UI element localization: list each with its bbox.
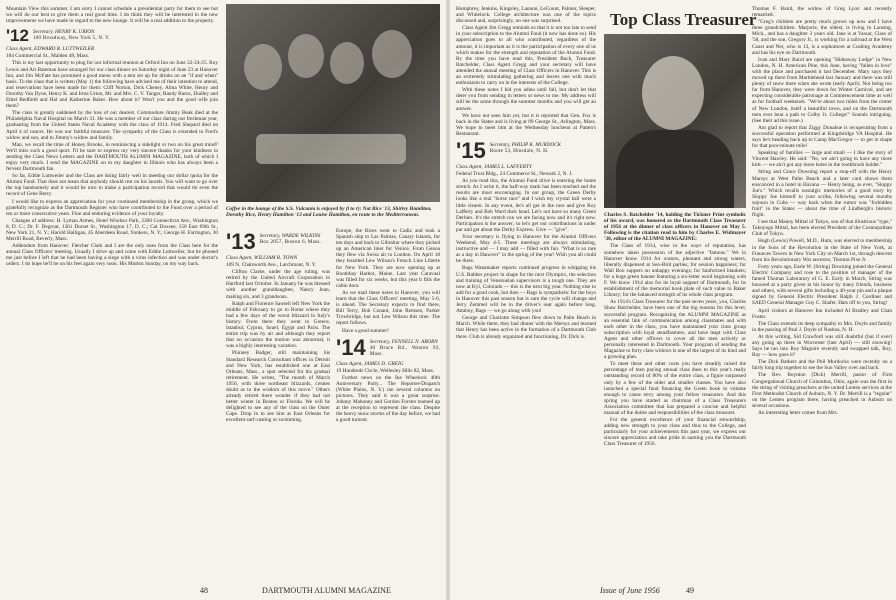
paragraph: So far, Eddie Luttweiler and the Class are doing fairly well in meeting our dollar quota for the Alumni Fund. That does not mean that anybody should rest on his laurels. You will want to go over the top handsomely and it would be nice to make a participation record that would tie even the record of Gene Berry. — [6, 173, 218, 198]
intro-paragraph: Mountain View this summer. I am sorry I cannot schedule a presidential party for them to see but we will do our best to give them a real good time. I do think they will be interested in the new improvements we have made in regard to the new lounge. It will be a real addition to the property. — [6, 6, 218, 25]
class-15-agent-address: Federal Trust Bldg., 24 Commerce St., Newark 2, N. J. — [456, 171, 573, 178]
paragraph: Bags Wanamaker reports continued progress in whipping his U.S. Rubber project in shape for the next Olympics, the selection and training of Venezuelan supervisors is a tough one. They are now at Kyl, Colorado — this is the next big year. Nothing else to add for a good cook, but then — Bags is sympathetic for the boys in Hanover this past season but is sure the cycle will change and Jerry Zemmel will be in the driver's seat again before long. Attaboy, Bags — we go along with you! — [456, 265, 596, 315]
class-14-agent: Class Agent, JAMES D. GREIG — [336, 360, 404, 367]
paragraph: Humphrey, Jenkins, Kingsley, Lannon, LeCount, Palmer, Sleeper, and Whitelock. College architecture was one of the topics discussed and, surprisingly, no one was surprised. — [456, 6, 596, 25]
paragraph: The Class extends its deep sympathy to Mrs. Doyle and family in the passing of Paul J. Doyle of Nashua, N. H. — [752, 320, 892, 333]
class-12-address: 100 Broadway, New York 5, N. Y. — [32, 35, 110, 42]
paragraph: Forty years ago, Earle W. (String) Downing joined the General Electric Company and rose to the position of manager of the famed Thomas Laboratory of G. E. Early in March, String was honored at a party given in his honor by many friends, business and others, with several gifts including a 40-year pin and a plaque signed by General Electric President Ralph J. Cordiner and SAED General Manager Guy C. Shafer. Hats off to you, String! — [752, 263, 892, 307]
paragraph: The class is greatly saddened by the loss of our dearest. Commodore Jimmy Beak died at the Philadelphia Naval Hospital on March 31. He was a member of our class during our freshman year, graduating from the United States Naval Academy with the class of 1914. Fred Shepard died on April 4 of cancer. He was our faithful treasurer. The sympathy of the Class is extended to Fred's widow and son, and to Jimmy's widow and family. — [6, 110, 218, 141]
class-14-secretary: Secretary, FENNELL N. ABORN — [369, 338, 438, 345]
paragraph: For the general excellence of your financial stewardship, adding new strength to your class and thus to the College, and particularly for your achievements this past year, we express our sincere appreciation and take pride in naming you the Dartmouth Class Treasurer of 1956. — [604, 417, 746, 448]
left-magazine-title: DARTMOUTH ALUMNI MAGAZINE — [262, 586, 391, 595]
class-12-header — [6, 27, 218, 44]
class-15-number: '15 — [456, 137, 486, 163]
paragraph: Hugh (Lewis) Powell, M.D., Hum, was elected to membership in the Sons of the Revolution in the State of New York, at Fraunces Tavern in New York City on March 1st, through descent from his Revolutionary War ancestor, Thomas Pixe Jr. — [752, 238, 892, 263]
class-15-secretary: Secretary, PHILIP K. MURDOCK — [489, 141, 562, 148]
class-13-address: Box 2057, Boston 6, Mass. — [259, 239, 322, 245]
left-page-number: 48 — [200, 586, 208, 595]
paragraph: This is my last opportunity to plug for our informal reunion at Orford Inn on June 22-24-25. Roy Lewis and Art Bateman have arranged for our class dinner on Saturday night of June 23 at Hanover Inn, and Jim McFate has promised a good menu with a tent set up for drinks on an "if and when" basis. To the class that is written (May 1) the following have advised me of their intention to attend, and reservations have been made for them: Cliff Norton, Dick Cheney, Alma White, Henry and Dorothy Van Dyne, Henry K. and Irma Urion, Mr. and Mrs. C. V. Tanger, Randy Burns, Dudley and Ethel Redfield and Hal and Katherine Baker. How about it? Won't you and the good wife join them? — [6, 60, 218, 110]
paragraph: Speaking of families — large and small — I like the story of Vincent Hawley. He said: "No, we ain't going to have any more kids — we ain't got any more holes in the toothbrush holder." — [752, 150, 892, 169]
paragraph: The Dick Bathers and the Phil Murdocks were recently on a fairly long trip together to see the Sun Valley over and back. — [752, 359, 892, 372]
paragraph: Have a good summer! — [342, 327, 389, 334]
paragraph: The Rev. Boynton (Dick) Merrill, pastor of First Congregational Church of Columbus, Ohio, again was the first in the string of visiting preachers at the united Lenten services at the First Methodist Church of Auburn, N. Y. Dr. Merrill is a "regular" on the Lenten program there, having preached in Auburn on several occasions. — [752, 372, 892, 409]
paragraph: As you read this, the Alumni Fund drive is entering the home stretch. As I write it, the half-way mark has been reached and the results are most encouraging. In our group, the Green Derby looks like a real "horse race" and I wish my crystal ball were a little clearer. In any event, let's all get in the race and give Roy Lafferty and Bob Ward their head. Let's not have so many Green Derbies. It's the stretch run we are facing now and it's right now. Participation is the answer, so let's get our contributions in under par and get about the Derby Express. Give — "give". — [456, 178, 596, 233]
table-shape — [256, 134, 406, 164]
class-14-header — [336, 334, 440, 360]
class-12-agent: Class Agent, EDWARD R. LUTTWEILER — [6, 46, 95, 53]
paragraph: Europe, the Rices went to Cadiz and took a Spanish ship to Las Palmas, Canary Islands, for ten days and back to Gibraltar where they picked up an American liner for Venice. From Genoa they flew via Swiss air to London. On April 18 they boarded Lew Wilson's French Line Liberte for New York. They are now opening up at Boothbay Harbor, Maine. Last year Caravaal was filled for six weeks, but this year it fills the cabin door. — [336, 228, 440, 289]
left-column-2 — [226, 228, 330, 578]
class-15-agent: Class Agent, JAMES L. LAFFERTY — [456, 163, 532, 170]
class-13-agent-address: 109 N. Chatsworth Ave., Larchmont, N. Y. — [226, 262, 317, 269]
paragraph: The Class of 1914, wise in the ways of reputation, has somehow taken possession of the adjective "famous." We in Hanover know 1914 for orators, pleasant and strong waters, liberally dispensed at Soo-Bird parties; for session happiness; for Wall Boo suppers on unhappy evenings; for Sanforized blankets; for a huge green banner featuring a six-letter word beginning with F. We know 1914 also for its loyal support of Dartmouth, for its establishment of the memorial book plate of such value to Baker Library; for the balanced strength of its whole class program. — [604, 243, 746, 299]
class-13-header — [226, 231, 330, 253]
person-shape — [330, 42, 364, 84]
cruise-photo — [226, 4, 440, 202]
portrait-body-shape — [616, 130, 734, 208]
person-shape — [372, 30, 412, 78]
right-column-3 — [752, 6, 892, 586]
feature-caption: Charles S. Batchelder '14, holding the Tickner Print symbolic of his award, was honored as the Dartmouth Class Treasurer of 1956 at the dinner of class officers in Hanover on May 5. Following is the citation read to him by Charles E. Widmayer '30, editor of the ALUMNI MAGAZINE: — [604, 212, 746, 243]
right-issue-label: Issue of June 1956 — [600, 586, 660, 595]
portrait-head-shape — [642, 56, 704, 130]
paragraph: Your secretary is flying to Hanover for the Alumni Officers Weekend, May 4-5. These meetings are always stimulating, instructive and — I may add — filled with fun. "What is so rare as a day in Hanover" in the spring of the year! Wish you all could be there. — [456, 234, 596, 265]
paragraph: Addendum from Hanover: Fletcher Clark and I are the only ones from the Class here for the annual Class Officers' meeting. Usually I drive up and come with Eddie Luttweiler, but he phoned me just before I left that he had been having a siege with a virus infection and was under doctor's orders. I do hope he'll be on his feet again very soon. His Mutton Sunday, on my way back. — [6, 243, 218, 268]
person-shape — [244, 44, 282, 90]
paragraph: With these notes I bid you adieu until fall, but don't let that deter you from sending in letters or news to me. My address will still be the same through the summer months and you will get an answer. — [456, 87, 596, 112]
right-page — [450, 0, 896, 600]
paragraph: As we mail these notes to Hanover, you will learn that the Class Officers' meeting, May 5-6, is ahead. The Secretary expects to find there, Bill Terry, Bob Conant, John Remsen, Parker Trowbridge, but not Lew Wilson this time. The report follows. — [336, 289, 440, 327]
paragraph: Man, we recall the time of Honey Brooks, in reminiscing a sidelight or two on his great mind? We'll miss such a good sport. I'll be sure to express my very sincere thanks for your kindness in sending the Class News Letters and the DARTMOUTH ALUMNI MAGAZINE, both of which I enjoy very much. I send the MAGAZINE on to my daughter in Illinois who has always been a fervent Dartmouth fan. — [6, 141, 218, 173]
right-column-1 — [456, 6, 596, 586]
paragraph: To meet these and other costs you have steadily raised the percentage of men paying annual class dues to this year's really outstanding record of 80% of the entire class, a figure surpassed only by a few of the older and smaller classes. You have also launched a special fund financing the Green book in volume enough to cause envy among your fellow treasurers. And this spring you have started as chairman of a Class Treasurers Association committee that has prepared a concise and helpful manual of the duties and responsibilities of the class treasurer. — [604, 361, 746, 416]
right-column-2 — [604, 212, 746, 580]
class-13-secretary: Secretary, WARDE WILKINS — [259, 233, 321, 239]
left-page — [0, 0, 446, 600]
left-column-3 — [336, 228, 440, 578]
paragraph: Phinney Badger, still maintaining his Standard Research Consultant offices in Detroit and New York, has established one at East Orleans, Mass., a spot selected for his gradual retirement. He writes, "The month of March 1956, with three northeast blizzards, creates doubt as to the wisdom of this move." Others already retired there wonder if they had not better winter in Boston or Florida. We will be delighted to see any of the class on the Outer Cape. Drop in to see him at East Orleans for excellent surf-casting or swimming. — [226, 350, 330, 424]
photo-caption: Coffee in the lounge of the S.S. Vulcania is enjoyed by (l to r): Nat Rice '13, Shirley Hamilton, Dorothy Rice, Henry Hamilton '13 and Louise Hamilton, en route to the Mediterranean. — [226, 206, 432, 218]
class-12-secretary: Secretary, HENRY K. URION — [32, 29, 95, 36]
paragraph: String and Grace Downing report a stop-off with the Henry Marsys at West Palm Beach and a later card shows them ensconced in a hotel in Havana — Henry being, as ever, "Sloppy Joe's." Which recalls nostalgic memories of a good story by Sloppy Joe himself to your scribe, following several months sojourn in Cuba — way back when the rumor was "forbidden fruit" in the States — about the time of Lindbergh's historic flight. — [752, 169, 892, 219]
paragraph: Clifton Clarke, under the age ruling, was retired by the United Aircraft Corporation in Hartford last October. In January he was blessed with another granddaughter, Nancy Jean, making six, and 3 grandsons. — [226, 269, 330, 300]
paragraph: I would like to express an appreciation for your continued membership in the group, which we gratefully recognize as the Dartmouth Register who have contributed to the Fund over a period of ten or more consecutive years. Fine and enduring evidence of your loyalty. — [6, 198, 218, 217]
class-14-address: 40 Bruce Rd., Weston 93, Mass. — [369, 344, 440, 357]
class-12-agent-address: 184 Commercial St., Malden 48, Mass. — [6, 53, 90, 60]
feature-title: Top Class Treasurer — [610, 10, 757, 29]
paragraph: Class Agent Jim Gregg reminds us that it is not too late to send in your subscription to the Alumni Fund (it now has done so). His appreciation goes to all who contributed, regardless of the amount, it is important as it is the participation of every one of us which makes for the strength and reputation of the Alumni Fund. By the time you have read this, President Buck, Treasurer Batchelder, Class Agent Gregg and your secretary will have attended the annual meeting of Class Officers in Hanover. This is an extremely stimulating gathering and leaves one with much enthusiasm to carry on in the interests of the College. — [456, 25, 596, 87]
paragraph: As 1914's Class Treasurer for the past seven years, you, Charles Shaw Batchelder, have been one of the big reasons for this level, successful program. Recognizing the ALUMNI MAGAZINE as an essential link of communication among classmates and with each other in the class, you have maintained your class group subscription with loyal steadfastness, and have leapt with Class Agent and other officers to cover all the men actively or personally interested in Dartmouth. Your program of sending the Magazine to forty class widows is one of the largest of its kind and a growing plan. — [604, 299, 746, 361]
class-12-number: '12 — [6, 26, 29, 46]
paragraph: Changes of address: H. Lyman Armes, Hotel Windsor Park, 2300 Connecticut Ave., Washington 8, D. C.; Dr. F. Degroat, 1361 Dorset St., Washington 17, D. C.; Cal Doxsee, 150 East 69th St., New York 21, N. Y.; Harold Halligan, 45 Aberdeen Road, Yonkers, N. Y.; George H. Farrington, 30 Merrill Road, Beverly, Mass. — [6, 217, 218, 243]
class-13-number: '13 — [226, 229, 256, 254]
paragraph: Ralph and Florence Sawtell left New York the middle of February to go to Rome where they had a few days of the worst blizzard in Italy's history. From there they went to Greece, Istanbul, Cyprus, Israel, Egypt and Paris. The entire trip was by air and although they report that on occasion the motion was abnormal, it was a highly interesting vacation. — [226, 300, 330, 350]
paragraph: Thomas F. Baird, the widow of Greg Lyon and recently remarried. — [752, 6, 892, 19]
paragraph: We have not seen him yet, but it is reported that Gen. Fox is back in the States and is living at 89 George St., Arlington, Mass. We hope to meet him at the Wednesday luncheon at Patten's Restaurant. — [456, 112, 596, 137]
left-column-1 — [6, 6, 218, 586]
paragraph: Am glad to report that Ziggy Donahue is recuperating from a successful operation performed at Kingsbridge VA Hospital. He says he's heading back up to Camp MacGregor — to get in shape for that poor-minute mile! — [752, 124, 892, 150]
treasurer-portrait — [604, 34, 746, 208]
right-page-number: 49 — [686, 586, 694, 595]
person-shape — [288, 34, 324, 78]
paragraph: Further news on the Ike Wheelock 40th Anniversary Party... The Reporter-Dispatch (White Plains, N. Y.) ran several columns on pictures. They said it was a great surprise. Johnny Mahoney and Gordon Forster teamed up at the reception to represent the class. Despite the heavy snow storms of the day before, we had a good turnout. — [336, 374, 440, 424]
class-15-header — [456, 137, 596, 163]
paragraph: George and Charlotte Simpson flew down to Palm Beach in March. While there, they had dinner with the Mersys and learned that Henry has been active in the formation of a Dartmouth Club there. Club is already organized and functioning, Dr. Dick is. — [456, 315, 596, 340]
class-13-agent: Class Agent, WILLIAM R. TOWN — [226, 255, 298, 261]
paragraph: At this writing, Sid Crawford was still doubtful (but if ever) any going up there in Worcester (late April) — still snowing! Says he ran into Roy Maguire recently and swapped talk, Roy, Ray — how goes it? — [752, 333, 892, 359]
class-14-number: '14 — [336, 334, 366, 360]
paragraph: April visitors at Hanover Inn included Al Bradley and Chan Foster. — [752, 307, 892, 320]
class-14-agent-address: 19 Hundreds Circle, Wellesley Hills 82, Mass. — [336, 367, 435, 374]
paragraph: Ivan and Mary Baird are opening "Hideaway Lodge" in New London, N. H. American Pine, this June, having "fallen in love" with the place and purchased it last December. Mary says they moved up there from Marblehead last January and there was still plenty of snow there when she wrote (early April). Not being too far from Hanover, they were down for Winter Carnival, and are expecting considerable patronage at Commencement time as well as for football weekends. "We're about two miles from the center of New London, itself a beautiful town, and on the Dartmouth men ever beat a path to Colby Jr. College!" Sounds intriguing. (See their ad this issue.) — [752, 56, 892, 124]
paragraph: I see that Manny Mittal of Tokyo, son of that illustrious "type," Tokuyogo Mittal, has been elected President of the Cosmopolitan Club of Tokyo. — [752, 219, 892, 238]
class-15-address: Route 53, Hinsdale, N. H. — [489, 147, 549, 154]
paragraph: An interesting letter comes from Mrs. — [758, 410, 839, 416]
paragraph: "Greg's children are pretty much grown up now and I have three grandchildren. Marjorie, the oldest, is living in Lansing, Mich., and has a daughter 3 years old. Jane is at Vassar, Class of '58, and the son, Gregory Jr., is working for a railroad at the West Coast and Net, who is 13, is a sophomore at Cushing Academy and has his eye on Dartmouth. — [752, 19, 892, 56]
